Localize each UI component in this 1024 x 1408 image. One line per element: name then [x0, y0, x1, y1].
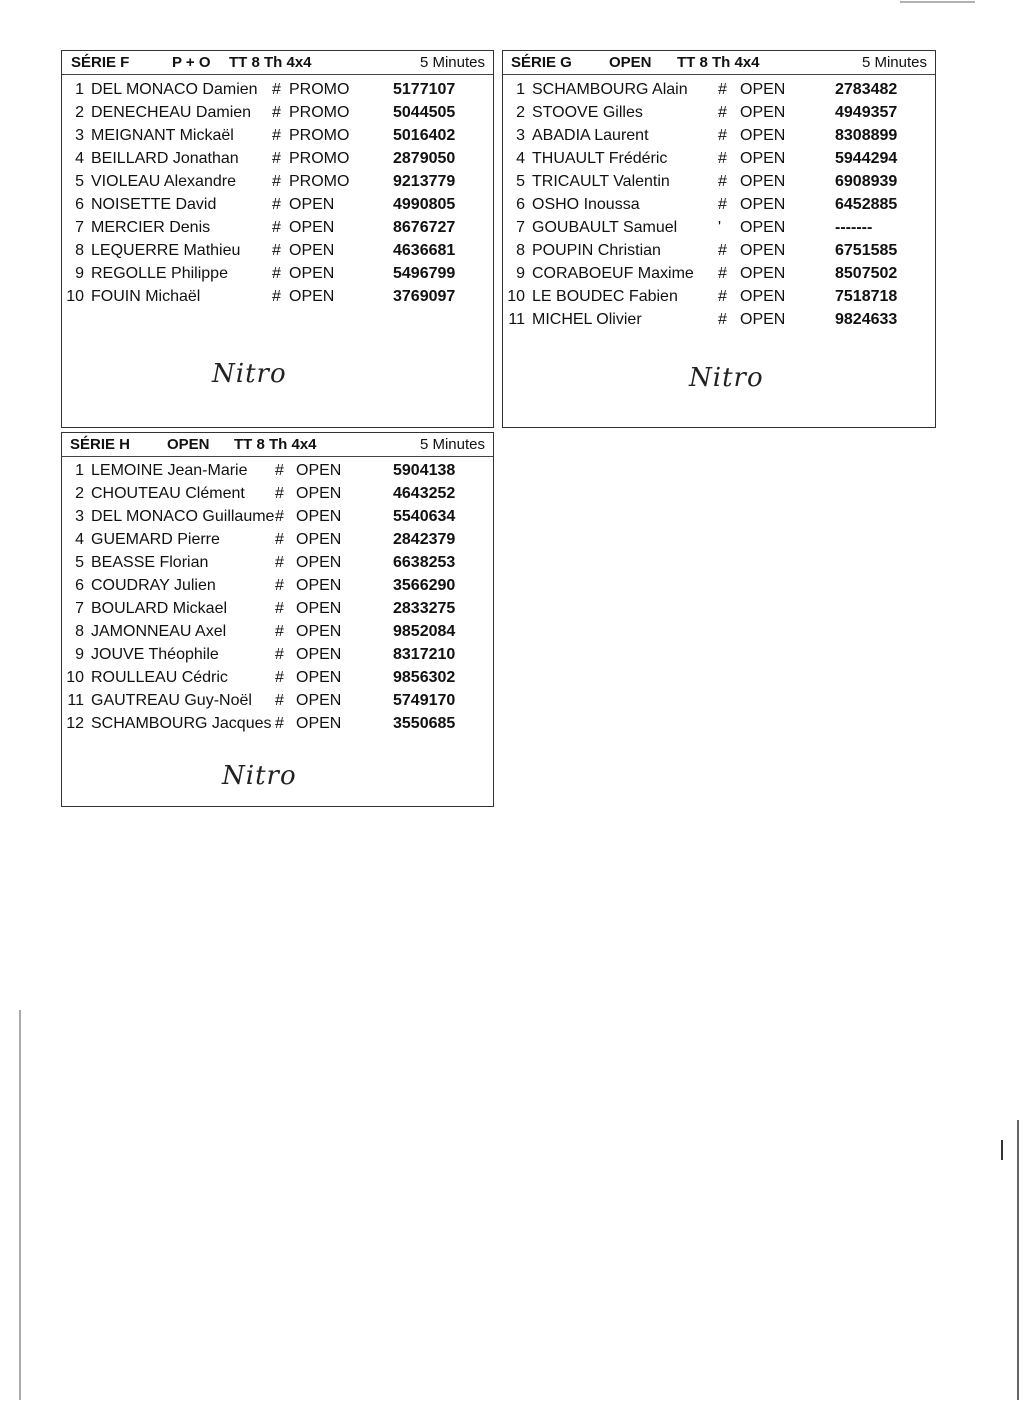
driver-category: OPEN	[740, 242, 786, 259]
driver-name: TRICAULT Valentin	[532, 173, 670, 190]
driver-category: OPEN	[740, 196, 786, 213]
table-row	[62, 193, 493, 216]
row-number: 5	[75, 554, 84, 571]
driver-name: NOISETTE David	[91, 196, 217, 213]
driver-name: REGOLLE Philippe	[91, 265, 228, 282]
driver-category: OPEN	[740, 288, 786, 305]
driver-name: COUDRAY Julien	[91, 577, 216, 594]
row-number: 6	[75, 196, 84, 213]
driver-name: JOUVE Théophile	[91, 646, 219, 663]
driver-category: OPEN	[740, 173, 786, 190]
hash-mark: #	[718, 173, 727, 190]
hash-mark: #	[272, 219, 281, 236]
transponder-code: 8507502	[835, 265, 898, 282]
row-number: 10	[66, 288, 84, 305]
row-number: 9	[75, 265, 84, 282]
driver-category: PROMO	[289, 104, 350, 121]
row-number: 1	[75, 462, 84, 479]
row-number: 10	[66, 669, 84, 686]
row-number: 9	[516, 265, 525, 282]
row-number: 10	[507, 288, 525, 305]
row-number: 8	[75, 623, 84, 640]
table-row	[503, 170, 935, 193]
driver-category: OPEN	[296, 554, 342, 571]
table-row	[62, 551, 493, 574]
series-h-panel	[61, 432, 494, 807]
table-row	[62, 285, 493, 308]
hash-mark: #	[275, 646, 284, 663]
driver-name: STOOVE Gilles	[532, 104, 643, 121]
series-title: SÉRIE H	[70, 436, 131, 453]
row-number: 11	[508, 311, 525, 328]
transponder-code: 2783482	[835, 81, 898, 98]
driver-category: OPEN	[740, 127, 786, 144]
transponder-code: 5540634	[393, 508, 456, 525]
driver-name: GAUTREAU Guy-Noël	[91, 692, 252, 709]
series-g-panel	[502, 50, 936, 428]
driver-category: OPEN	[296, 508, 342, 525]
transponder-code: 7518718	[835, 288, 898, 305]
driver-category: OPEN	[740, 150, 786, 167]
transponder-code: 8308899	[835, 127, 898, 144]
driver-category: OPEN	[289, 219, 335, 236]
series-category: OPEN	[167, 436, 210, 453]
table-row	[62, 262, 493, 285]
hash-mark: #	[275, 715, 284, 732]
hash-mark: #	[275, 485, 284, 502]
table-row	[503, 285, 935, 308]
transponder-code: 4636681	[393, 242, 456, 259]
table-row	[62, 459, 493, 482]
hash-mark: #	[275, 600, 284, 617]
hash-mark: #	[272, 288, 281, 305]
row-number: 2	[516, 104, 525, 121]
series-category: P + O	[172, 54, 211, 71]
driver-category: OPEN	[296, 646, 342, 663]
transponder-code: 6638253	[393, 554, 456, 571]
table-row	[62, 574, 493, 597]
driver-name: GUEMARD Pierre	[91, 531, 220, 548]
transponder-code: 6751585	[835, 242, 898, 259]
driver-category: OPEN	[296, 692, 342, 709]
driver-category: OPEN	[296, 531, 342, 548]
table-row	[62, 689, 493, 712]
hash-mark: #	[275, 462, 284, 479]
driver-category: OPEN	[296, 669, 342, 686]
driver-name: DEL MONACO Guillaume	[91, 508, 275, 525]
driver-category: PROMO	[289, 150, 350, 167]
table-row	[62, 528, 493, 551]
row-number: 12	[66, 715, 84, 732]
hash-mark: #	[272, 150, 281, 167]
hash-mark: #	[718, 81, 727, 98]
hash-mark: #	[275, 692, 284, 709]
table-row	[503, 124, 935, 147]
row-number: 8	[75, 242, 84, 259]
transponder-code: 6908939	[835, 173, 898, 190]
series-category: OPEN	[609, 54, 652, 71]
table-row	[503, 239, 935, 262]
row-number: 6	[516, 196, 525, 213]
driver-category: OPEN	[289, 265, 335, 282]
transponder-code: 9824633	[835, 311, 898, 328]
driver-category: OPEN	[289, 196, 335, 213]
series-vehicle: TT 8 Th 4x4	[229, 54, 312, 71]
hash-mark: #	[275, 577, 284, 594]
driver-category: PROMO	[289, 173, 350, 190]
hash-mark: '	[718, 219, 722, 236]
row-number: 4	[75, 531, 84, 548]
driver-name: LEQUERRE Mathieu	[91, 242, 241, 259]
driver-category: OPEN	[740, 311, 786, 328]
table-row	[62, 712, 493, 735]
transponder-code: 3550685	[393, 715, 456, 732]
hash-mark: #	[272, 127, 281, 144]
table-row	[503, 216, 935, 239]
series-g-header	[503, 51, 935, 75]
hash-mark: #	[275, 508, 284, 525]
series-title: SÉRIE G	[511, 54, 572, 71]
table-row	[62, 124, 493, 147]
table-row	[62, 597, 493, 620]
row-number: 3	[75, 127, 84, 144]
transponder-code: 2833275	[393, 600, 456, 617]
transponder-code: 4643252	[393, 485, 456, 502]
driver-name: BEASSE Florian	[91, 554, 209, 571]
table-row	[503, 262, 935, 285]
transponder-code: 9856302	[393, 669, 456, 686]
row-number: 4	[75, 150, 84, 167]
table-row	[503, 308, 935, 331]
driver-name: SCHAMBOURG Alain	[532, 81, 688, 98]
row-number: 11	[67, 692, 84, 709]
driver-category: OPEN	[296, 462, 342, 479]
driver-name: DEL MONACO Damien	[91, 81, 258, 98]
hash-mark: #	[272, 196, 281, 213]
driver-name: ABADIA Laurent	[532, 127, 649, 144]
series-duration: 5 Minutes	[419, 54, 485, 71]
table-row	[62, 505, 493, 528]
driver-category: OPEN	[740, 265, 786, 282]
driver-category: OPEN	[740, 81, 786, 98]
driver-name: MEIGNANT Mickaël	[91, 127, 234, 144]
row-number: 1	[516, 81, 525, 98]
driver-category: OPEN	[296, 485, 342, 502]
transponder-code: 5904138	[393, 462, 456, 479]
transponder-code: 3566290	[393, 577, 456, 594]
table-row	[62, 147, 493, 170]
driver-category: OPEN	[296, 577, 342, 594]
driver-name: OSHO Inoussa	[532, 196, 640, 213]
hash-mark: #	[718, 104, 727, 121]
driver-name: CHOUTEAU Clément	[91, 485, 245, 502]
handwritten-signature: Nitro	[222, 761, 297, 791]
table-row	[62, 620, 493, 643]
table-row	[62, 666, 493, 689]
table-row	[503, 78, 935, 101]
hash-mark: #	[718, 196, 727, 213]
row-number: 8	[516, 242, 525, 259]
driver-name: GOUBAULT Samuel	[532, 219, 678, 236]
table-row	[503, 193, 935, 216]
driver-name: BEILLARD Jonathan	[91, 150, 239, 167]
row-number: 2	[75, 104, 84, 121]
transponder-code: 8676727	[393, 219, 456, 236]
row-number: 7	[75, 219, 84, 236]
driver-name: JAMONNEAU Axel	[91, 623, 227, 640]
transponder-code: 9852084	[393, 623, 456, 640]
driver-name: VIOLEAU Alexandre	[91, 173, 236, 190]
series-h-header	[62, 433, 493, 457]
driver-name: LEMOINE Jean-Marie	[91, 462, 248, 479]
transponder-code: 5016402	[393, 127, 456, 144]
transponder-code: 5177107	[393, 81, 456, 98]
table-row	[62, 239, 493, 262]
hash-mark: #	[718, 150, 727, 167]
row-number: 7	[516, 219, 525, 236]
row-number: 4	[516, 150, 525, 167]
driver-category: OPEN	[289, 288, 335, 305]
driver-name: LE BOUDEC Fabien	[532, 288, 678, 305]
hash-mark: #	[272, 81, 281, 98]
series-g-rows	[503, 75, 935, 331]
table-row	[62, 101, 493, 124]
series-title: SÉRIE F	[71, 54, 130, 71]
transponder-code: 3769097	[393, 288, 456, 305]
driver-category: PROMO	[289, 127, 350, 144]
table-row	[62, 170, 493, 193]
driver-name: THUAULT Frédéric	[532, 150, 668, 167]
driver-category: OPEN	[740, 104, 786, 121]
hash-mark: #	[275, 623, 284, 640]
hash-mark: #	[272, 265, 281, 282]
transponder-code: 8317210	[393, 646, 456, 663]
hash-mark: #	[718, 311, 727, 328]
driver-category: OPEN	[740, 219, 786, 236]
handwritten-signature: Nitro	[212, 359, 287, 389]
row-number: 3	[75, 508, 84, 525]
table-row	[62, 643, 493, 666]
driver-name: DENECHEAU Damien	[91, 104, 252, 121]
row-number: 2	[75, 485, 84, 502]
series-vehicle: TT 8 Th 4x4	[234, 436, 317, 453]
driver-name: FOUIN Michaël	[91, 288, 201, 305]
driver-category: PROMO	[289, 81, 350, 98]
table-row	[503, 101, 935, 124]
row-number: 5	[516, 173, 525, 190]
driver-category: OPEN	[296, 600, 342, 617]
driver-name: CORABOEUF Maxime	[532, 265, 694, 282]
row-number: 5	[75, 173, 84, 190]
transponder-code: 5044505	[393, 104, 456, 121]
driver-name: ROULLEAU Cédric	[91, 669, 228, 686]
transponder-code: 2879050	[393, 150, 456, 167]
series-vehicle: TT 8 Th 4x4	[677, 54, 760, 71]
row-number: 1	[75, 81, 84, 98]
series-h-rows	[62, 457, 493, 735]
row-number: 3	[516, 127, 525, 144]
driver-name: SCHAMBOURG Jacques	[91, 715, 272, 732]
hash-mark: #	[275, 554, 284, 571]
driver-name: MERCIER Denis	[91, 219, 211, 236]
series-f-panel	[61, 50, 494, 428]
hash-mark: #	[272, 104, 281, 121]
row-number: 9	[75, 646, 84, 663]
transponder-code: 5749170	[393, 692, 456, 709]
hash-mark: #	[272, 242, 281, 259]
table-row	[62, 78, 493, 101]
transponder-code: 6452885	[835, 196, 898, 213]
driver-name: BOULARD Mickael	[91, 600, 228, 617]
transponder-code: 4949357	[835, 104, 898, 121]
series-f-header	[62, 51, 493, 75]
row-number: 6	[75, 577, 84, 594]
transponder-code: 5944294	[835, 150, 898, 167]
driver-category: OPEN	[289, 242, 335, 259]
hash-mark: #	[718, 265, 727, 282]
handwritten-signature: Nitro	[689, 363, 764, 393]
series-f-rows	[62, 75, 493, 308]
hash-mark: #	[275, 531, 284, 548]
driver-category: OPEN	[296, 623, 342, 640]
hash-mark: #	[272, 173, 281, 190]
table-row	[503, 147, 935, 170]
hash-mark: #	[275, 669, 284, 686]
hash-mark: #	[718, 288, 727, 305]
driver-category: OPEN	[296, 715, 342, 732]
transponder-code: -------	[835, 219, 873, 236]
row-number: 7	[75, 600, 84, 617]
transponder-code: 9213779	[393, 173, 456, 190]
series-duration: 5 Minutes	[861, 54, 927, 71]
table-row	[62, 482, 493, 505]
hash-mark: #	[718, 127, 727, 144]
transponder-code: 4990805	[393, 196, 456, 213]
transponder-code: 2842379	[393, 531, 456, 548]
series-duration: 5 Minutes	[419, 436, 485, 453]
driver-name: MICHEL Olivier	[532, 311, 642, 328]
transponder-code: 5496799	[393, 265, 456, 282]
table-row	[62, 216, 493, 239]
hash-mark: #	[718, 242, 727, 259]
driver-name: POUPIN Christian	[532, 242, 661, 259]
